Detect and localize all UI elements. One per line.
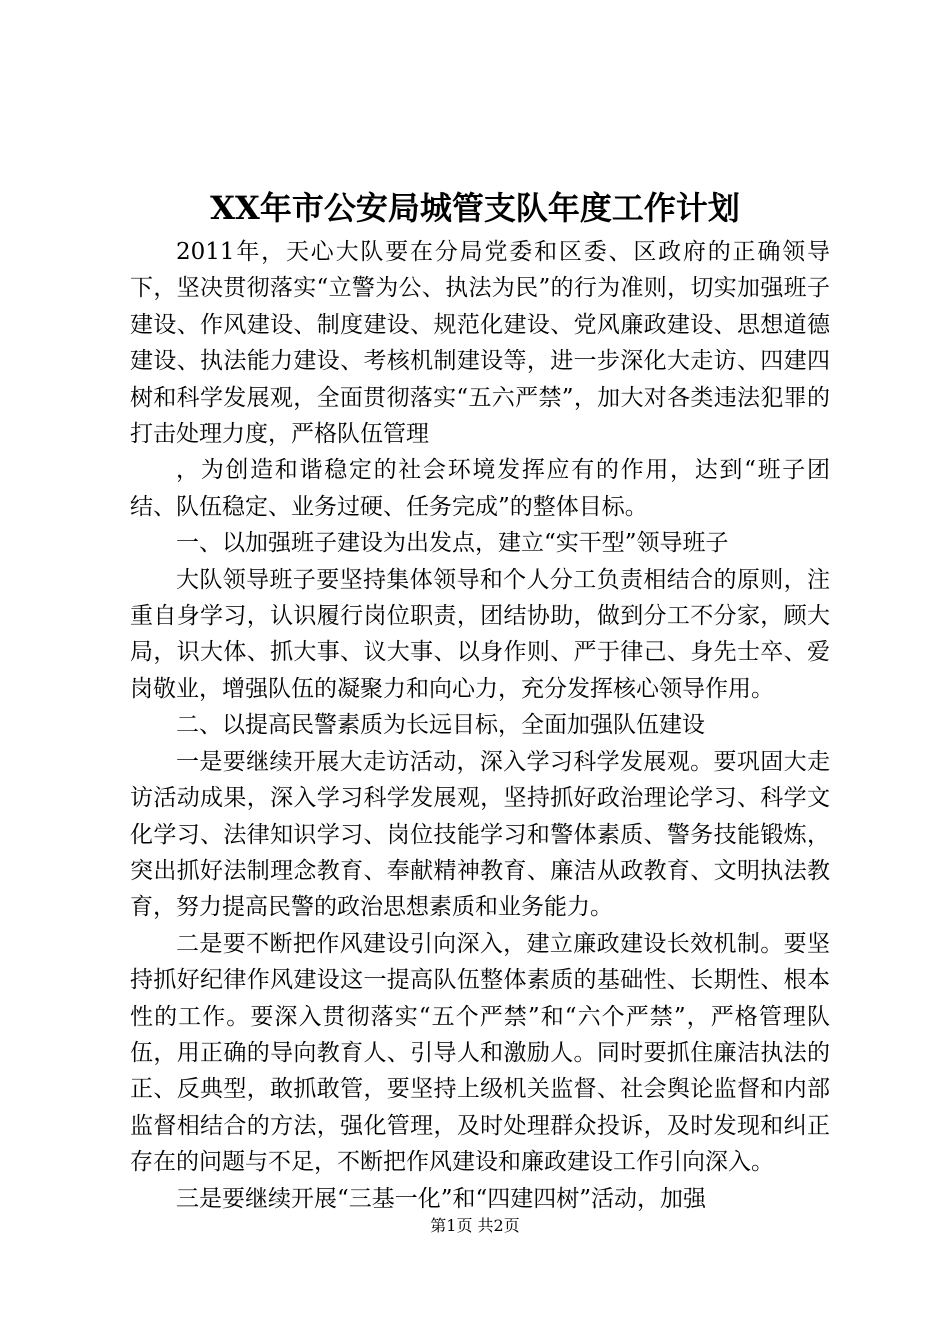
page-number-footer: 第1页 共2页 — [430, 1216, 520, 1235]
paragraph-item-3: 三是要继续开展“三基一化”和“四建四树”活动，加强 — [176, 1185, 707, 1212]
paragraph-intro-continued: ，为创造和谐稳定的社会环境发挥应有的作用，达到“班子团结、队伍稳定、业务过硬、任务完成”的整体目标。 — [130, 457, 830, 520]
paragraph-intro: 2011年，天心大队要在分局党委和区委、区政府的正确领导下，坚决贯彻落实“立警为公、执法为民”的行为准则，切实加强班子建设、作风建设、制度建设、规范化建设、党风廉政建设、思想道德建设、执法能力建设、考核机制建设等，进一步深化大走访、四建四树和科学发展观，全面贯彻落实“五六严禁”，加大对各类违法犯罪的打击处理力度，严格队伍管理 — [130, 239, 830, 448]
section-heading-1: 一、以加强班子建设为出发点，建立“实干型”领导班子 — [176, 530, 729, 557]
paragraph-item-2: 二是要不断把作风建设引向深入，建立廉政建设长效机制。要坚持抓好纪律作风建设这一提高队伍整体素质的基础性、长期性、根本性的工作。要深入贯彻落实“五个严禁”和“六个严禁”，严格管理队伍，用正确的导向教育人、引导人和激励人。同时要抓住廉洁执法的正、反典型，敢抓敢管，要坚持上级机关监督、社会舆论监督和内部监督相结合的方法，强化管理，及时处理群众投诉，及时发现和纠正存在的问题与不足，不断把作风建设和廉政建设工作引向深入。 — [130, 930, 830, 1176]
document-title: XX年市公安局城管支队年度工作计划 — [210, 189, 740, 227]
paragraph-item-1: 一是要继续开展大走访活动，深入学习科学发展观。要巩固大走访活动成果，深入学习科学发展观，坚持抓好政治理论学习、科学文化学习、法律知识学习、岗位技能学习和警体素质、警务技能锻炼，突出抓好法制理念教育、奉献精神教育、廉洁从政教育、文明执法教育，努力提高民警的政治思想素质和业务能力。 — [130, 748, 830, 921]
document-body — [130, 234, 830, 1217]
paragraph-section-1: 大队领导班子要坚持集体领导和个人分工负责相结合的原则，注重自身学习，认识履行岗位职责，团结协助，做到分工不分家，顾大局，识大体、抓大事、议大事、以身作则、严于律己、身先士卒、爱岗敬业，增强队伍的凝聚力和向心力，充分发挥核心领导作用。 — [130, 566, 830, 702]
section-heading-2: 二、以提高民警素质为长远目标，全面加强队伍建设 — [176, 712, 705, 739]
